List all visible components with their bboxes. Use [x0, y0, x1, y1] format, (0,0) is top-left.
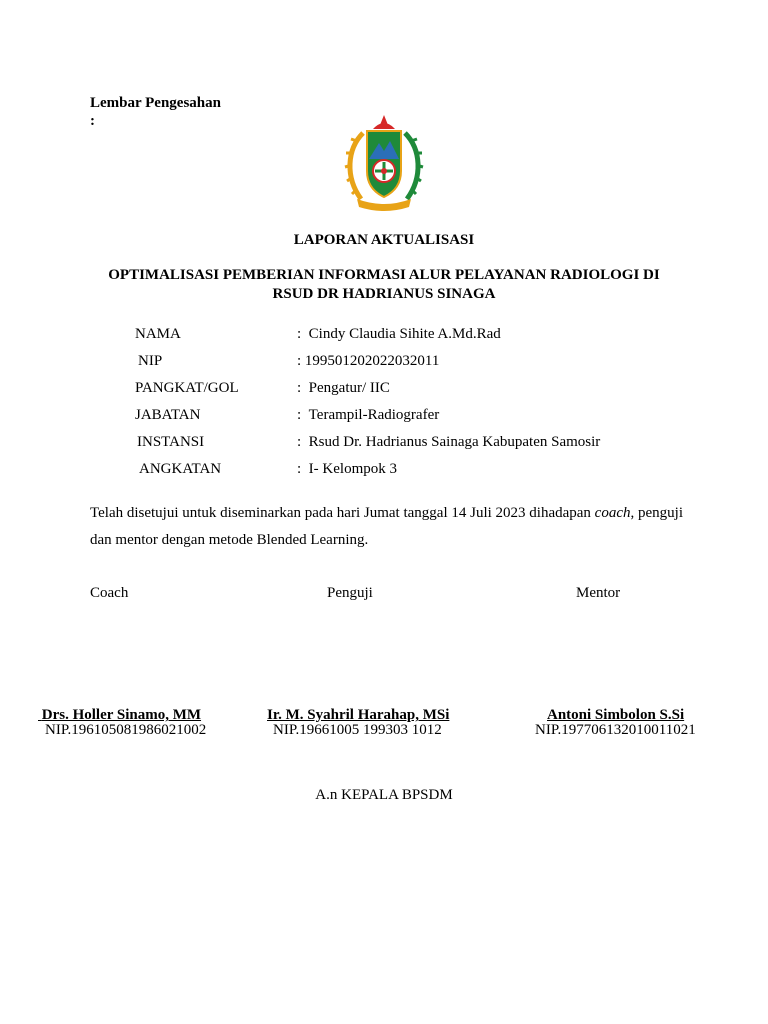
heading-label-text: Lembar Pengesahan [90, 95, 221, 111]
field-label-pangkat: PANGKAT/GOL [135, 380, 239, 396]
approval-emphasis: coach [594, 505, 631, 521]
field-label-jabatan: JABATAN [135, 407, 201, 423]
field-value-text: Terampil-Radiografer [308, 407, 440, 423]
signatory-name-coach [38, 707, 201, 723]
field-value-text: Pengatur/ IIC [308, 380, 390, 396]
field-value-nip [297, 352, 439, 370]
provincial-coat-of-arms-icon [343, 113, 425, 215]
field-sep: : [297, 461, 302, 477]
approval-text-after: , penguji dan mentor dengan metode Blended Learning. [90, 505, 683, 548]
field-sep: : [297, 380, 302, 396]
approval-paragraph [90, 500, 690, 554]
field-value-angkatan [297, 460, 397, 478]
signatory-name-text: Drs. Holler Sinamo, MM [41, 707, 202, 723]
field-value-instansi [297, 433, 600, 451]
field-label-nama: NAMA [135, 326, 181, 342]
field-sep: : [297, 407, 302, 423]
field-label-angkatan: ANGKATAN [139, 461, 222, 477]
report-subtitle-line-1: OPTIMALISASI PEMBERIAN INFORMASI ALUR PELAYANAN RADIOLOGI DI [108, 267, 660, 283]
signatory-name-penguji: Ir. M. Syahril Harahap, MSi [267, 707, 450, 723]
approval-text-before: Telah disetujui untuk diseminarkan pada hari Jumat tanggal 14 Juli 2023 dihadapan [90, 505, 595, 521]
field-label-nip: NIP [138, 353, 163, 369]
field-value-pangkat [297, 379, 390, 397]
role-mentor: Mentor [576, 585, 621, 601]
field-sep: : [297, 353, 302, 369]
report-title: LAPORAN AKTUALISASI [293, 232, 475, 248]
signatory-nip-penguji: NIP.19661005 199303 1012 [273, 722, 442, 738]
field-value-text: I- Kelompok 3 [308, 461, 397, 477]
signatory-nip-mentor: NIP.197706132010011021 [535, 722, 696, 738]
heading-colon: : [90, 113, 95, 129]
signatory-name-mentor: Antoni Simbolon S.Si [547, 707, 685, 723]
field-value-text: Cindy Claudia Sihite A.Md.Rad [308, 326, 501, 342]
field-sep: : [297, 326, 302, 342]
signatory-nip-coach: NIP.196105081986021002 [45, 722, 207, 738]
document-heading [90, 94, 221, 130]
field-value-nama [297, 325, 501, 343]
report-subtitle-line-2: RSUD DR HADRIANUS SINAGA [272, 286, 496, 302]
role-penguji: Penguji [327, 585, 373, 601]
field-label-instansi: INSTANSI [137, 434, 205, 450]
field-sep: : [297, 434, 302, 450]
footer-authority: A.n KEPALA BPSDM [315, 787, 453, 803]
role-coach: Coach [90, 585, 129, 601]
field-value-text: Rsud Dr. Hadrianus Sainaga Kabupaten Samosir [308, 434, 601, 450]
report-subtitle [90, 266, 678, 304]
field-value-jabatan [297, 406, 439, 424]
field-value-text: 199501202022032011 [304, 353, 440, 369]
